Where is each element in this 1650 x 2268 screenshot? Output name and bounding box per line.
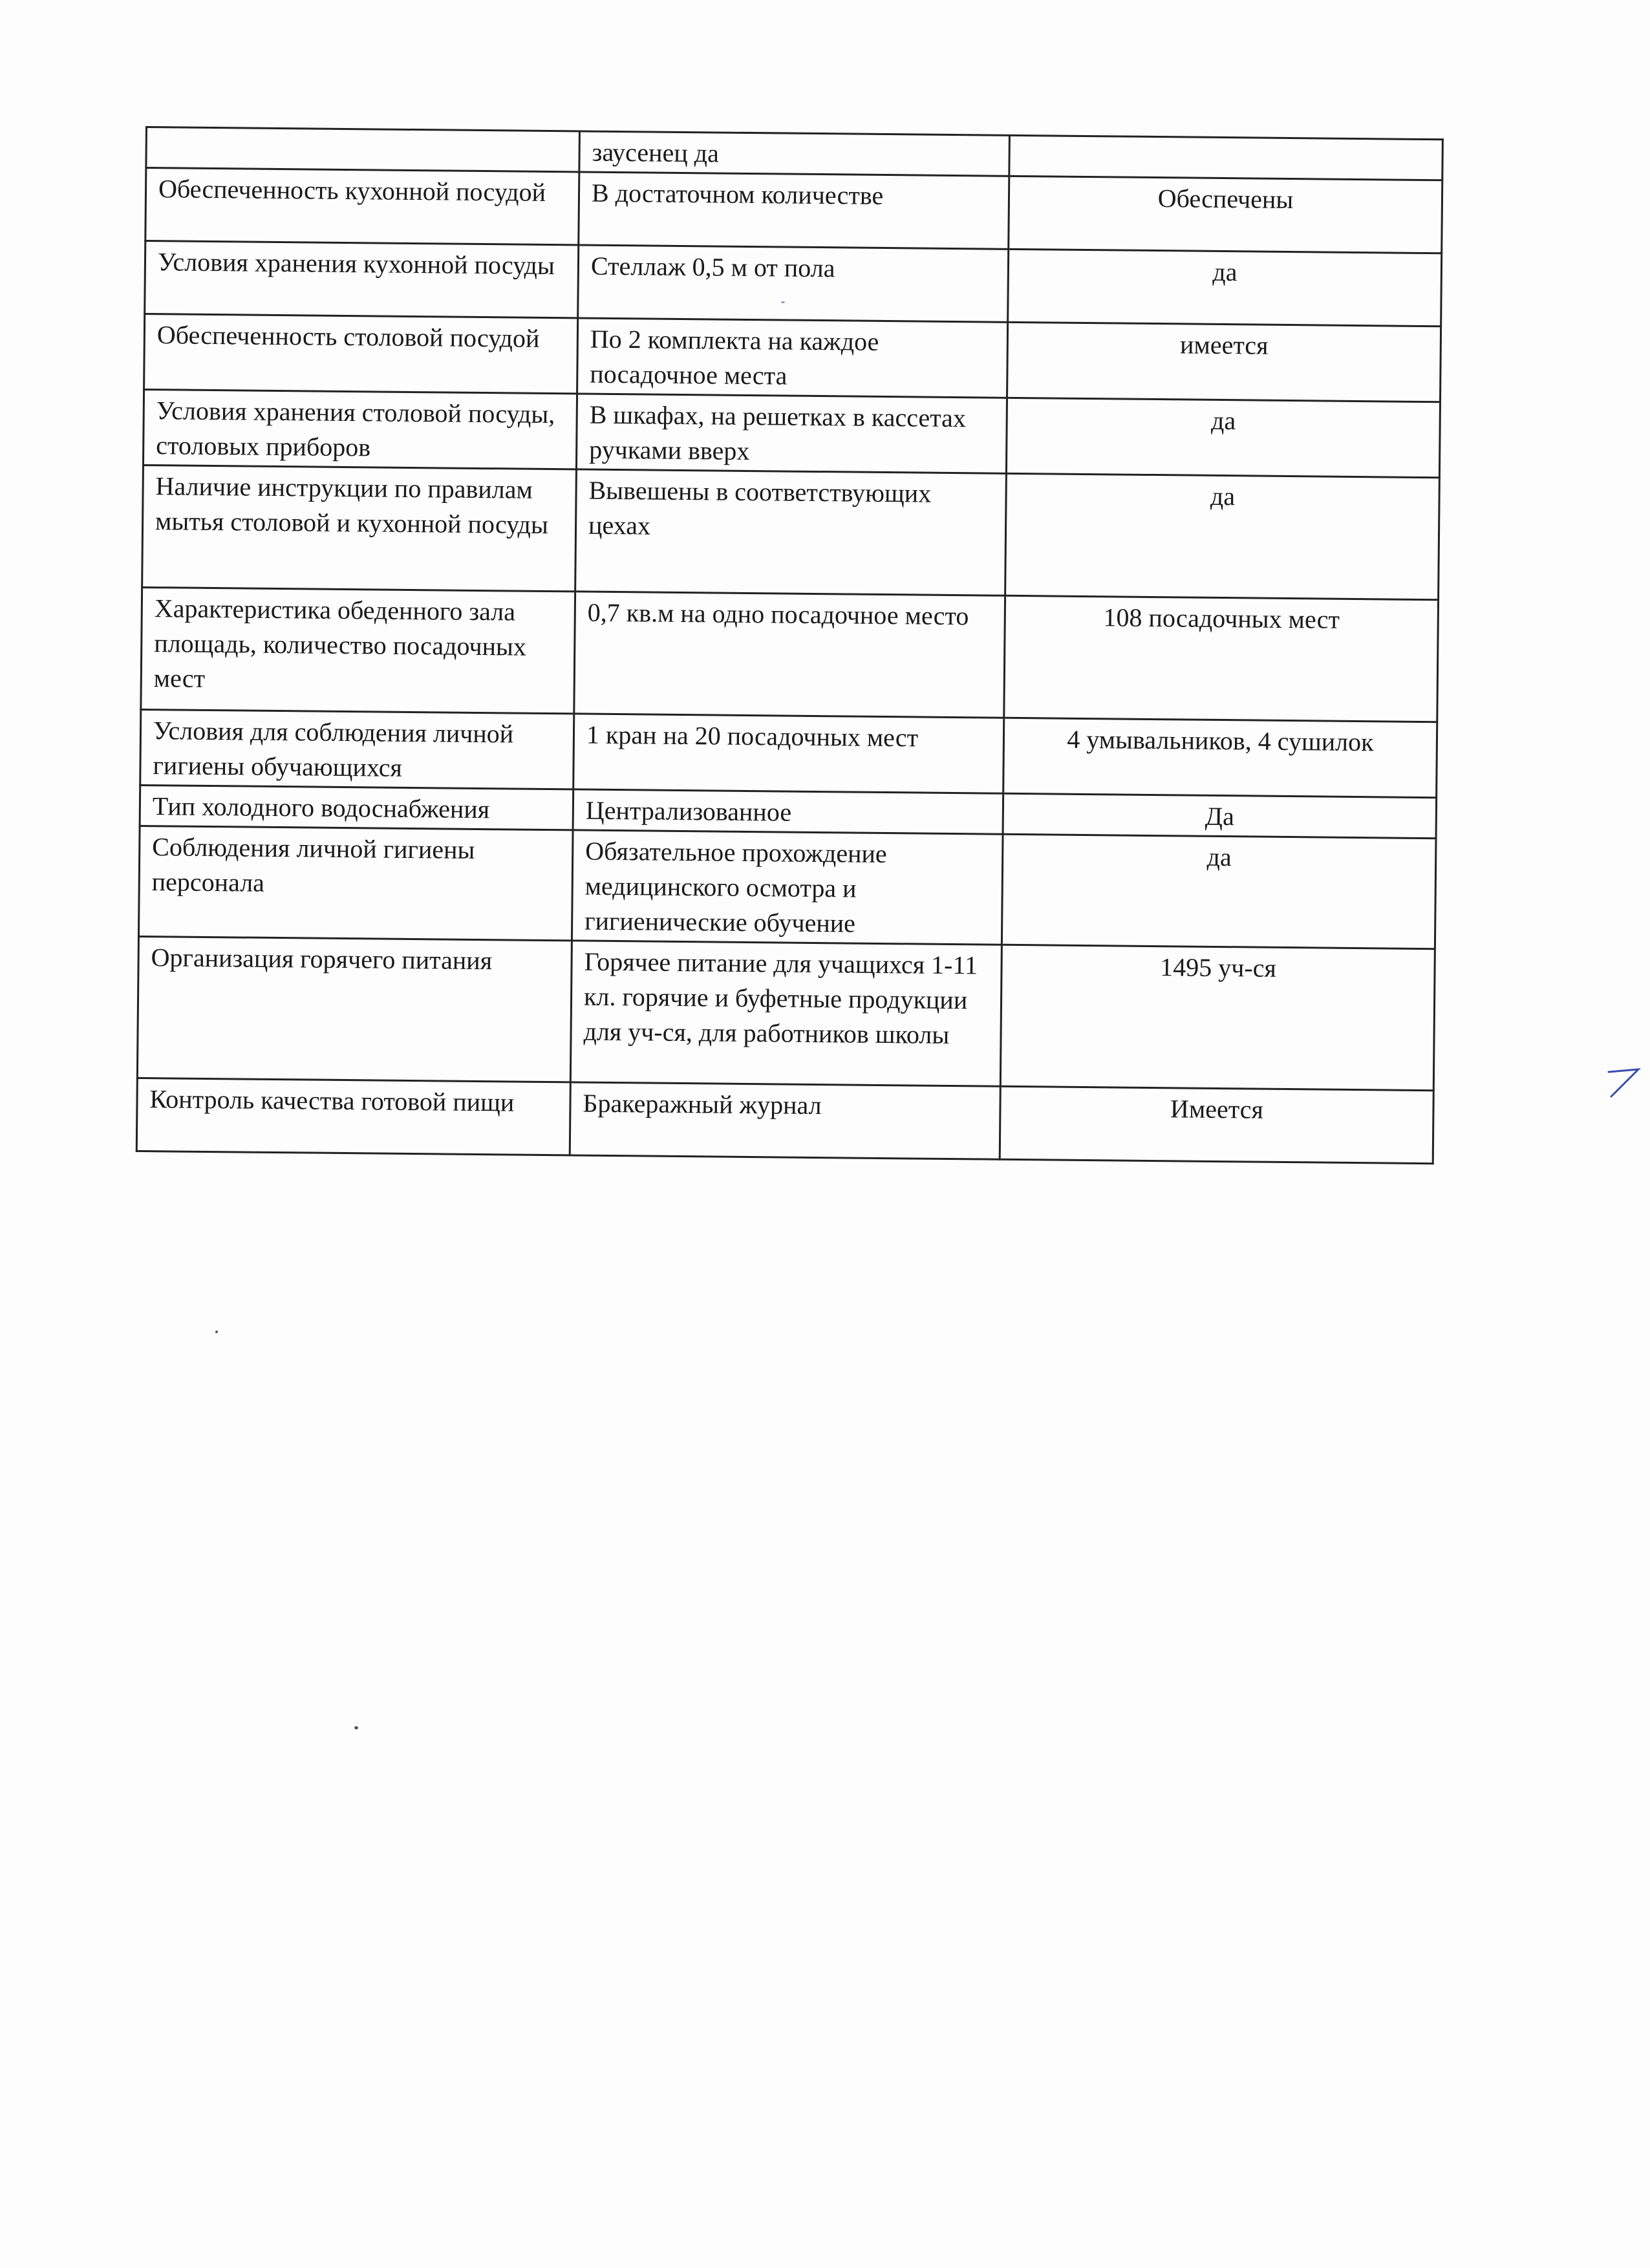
row-value: 108 посадочных мест [1004,595,1439,722]
scan-speck [354,1726,358,1729]
row-value: 4 умывальников, 4 сушилок [1003,718,1437,797]
row-label: Соблюдения личной гигиены персонала [138,826,573,940]
row-value: Да [1003,793,1437,838]
row-label: Организация горячего питания [137,936,572,1082]
row-label: Обеспеченность кухонной посудой [145,168,579,245]
row-label: Условия хранения кухонной посуды [145,241,579,318]
row-value: имеется [1007,322,1441,401]
canteen-inspection-table [136,126,1444,1164]
table-container [136,126,1458,1164]
row-value: Обеспечены [1009,176,1442,253]
row-label: Условия хранения столовой посуды, столовых приборов [143,389,577,469]
row-label: Наличие инструкции по правилам мытья столовой и кухонной посуды [142,465,577,591]
row-value: да [1002,834,1436,948]
table-row [137,936,1435,1090]
row-detail: Бракеражный журнал [570,1082,1000,1159]
row-value [1009,135,1443,180]
row-label [146,127,580,172]
row-label: Тип холодного водоснабжения [140,785,573,829]
table-row [141,587,1439,722]
table-row [136,1078,1433,1163]
scan-speck [215,1331,218,1333]
row-detail: В шкафах, на решетках в кассетах ручками вверх [576,394,1007,473]
row-detail: 1 кран на 20 посадочных мест [573,714,1004,793]
row-label: Характеристика обеденного зала площадь, количество посадочных мест [141,587,575,713]
table-row [145,241,1442,326]
row-value: 1495 уч-ся [1000,945,1435,1090]
row-detail: По 2 комплекта на каждое посадочное места [577,318,1008,398]
table-row [143,389,1440,477]
row-detail: В достаточном количестве [579,172,1009,249]
row-detail: Обязательное прохождение медицинского осмотра и гигиенические обучение [572,830,1003,945]
row-detail: Горячее питание для учащихся 1-11 кл. горячие и буфетные продукции для уч-ся, для работников школы [570,941,1002,1086]
row-detail: Стеллаж 0,5 м от пола [578,245,1009,322]
row-label: Контроль качества готовой пищи [136,1078,570,1155]
row-label: Условия для соблюдения личной гигиены обучающихся [140,709,574,789]
row-value: Имеется [1000,1086,1433,1163]
table-row [138,826,1436,948]
row-value: да [1006,398,1440,477]
row-detail: Вывешены в соответствующих цехах [575,469,1007,595]
table-row [144,314,1441,402]
row-label: Обеспеченность столовой посудой [144,314,578,394]
scan-speck [781,301,785,303]
table-row [145,168,1442,253]
row-detail: Централизованное [573,789,1003,834]
table-row [142,465,1440,599]
pen-tick-mark [1605,1060,1644,1099]
table-row [140,709,1437,797]
row-detail: 0,7 кв.м на одно посадочное место [574,592,1005,718]
row-value: да [1005,473,1440,599]
row-value: да [1008,249,1442,326]
row-detail: заусенец да [579,131,1010,176]
